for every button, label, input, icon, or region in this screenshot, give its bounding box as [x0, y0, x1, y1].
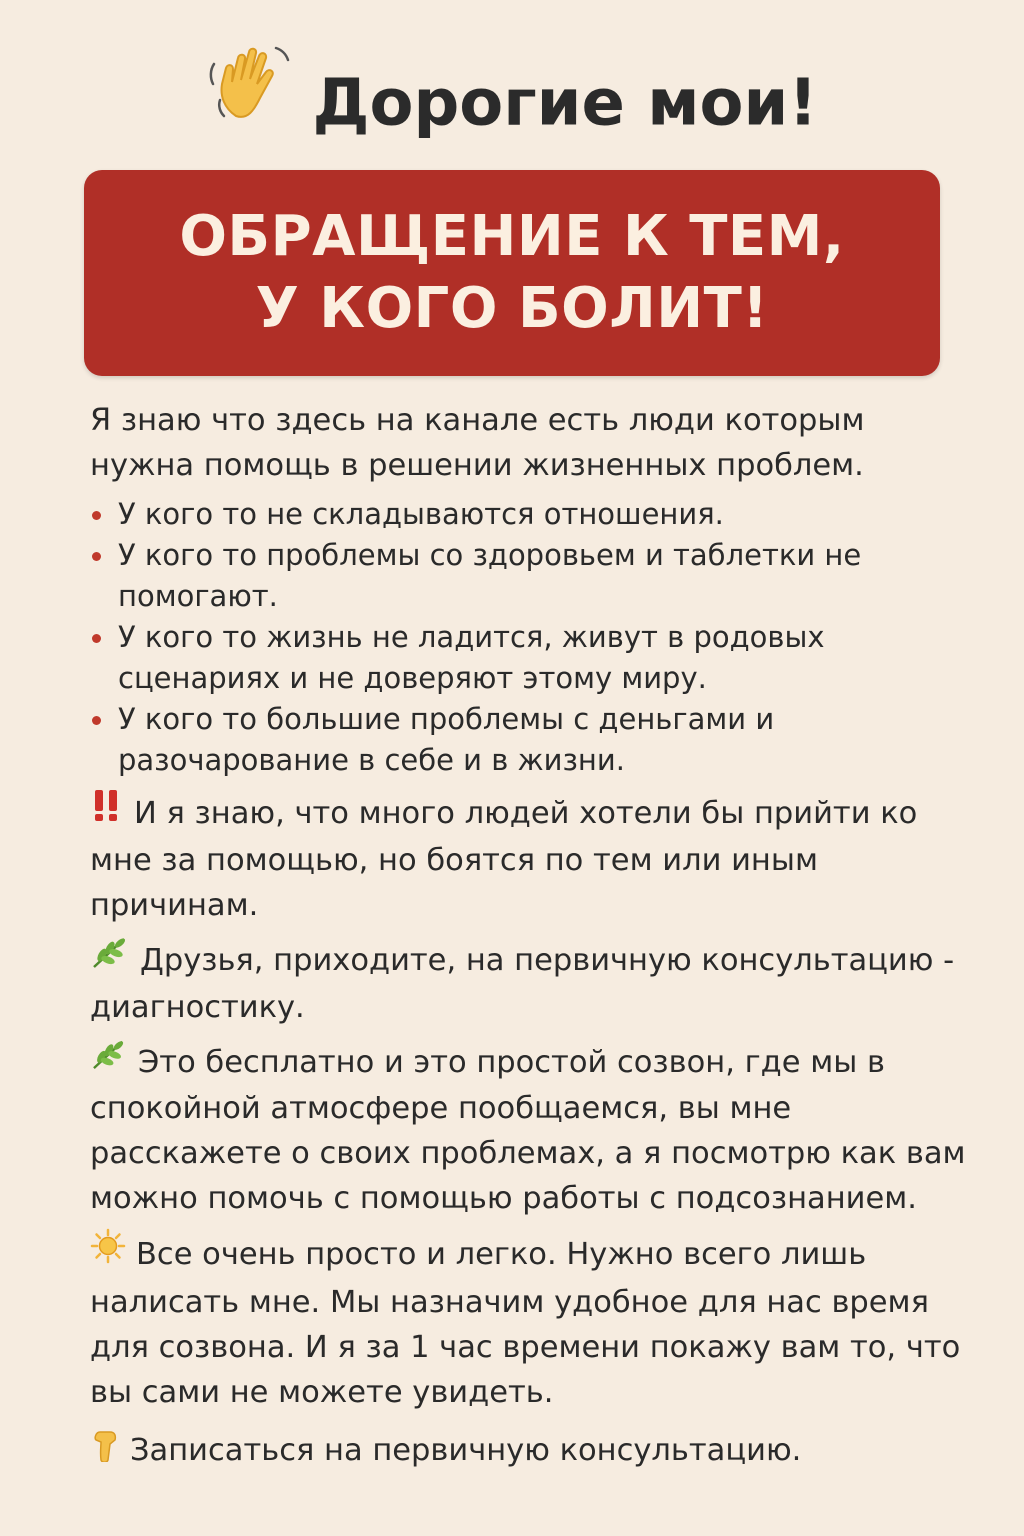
fear-paragraph: И я знаю, что много людей хотели бы прийти ко мне за помощью, но боятся по тем или иным причинам.: [90, 791, 970, 928]
headline-banner: [84, 170, 940, 376]
problem-list: [90, 494, 970, 781]
herb-icon: [90, 935, 130, 982]
simple-paragraph: Все очень просто и легко. Нужно всего лишь налисать мне. Мы назначим удобное для нас время для созвона. И я за 1 час времени покажу вам то, что вы сами не можете увидеть.: [90, 1231, 970, 1415]
invite-paragraph: Друзья, приходите, на первичную консультацию - диагностику.: [90, 938, 970, 1030]
list-item: У кого то проблемы со здоровьем и таблетки не помогают.: [90, 535, 970, 617]
waving-hand-icon: [206, 38, 298, 164]
greeting-text: Дорогие мои!: [312, 66, 818, 141]
banner-line-2: У КОГО БОЛИТ!: [255, 276, 769, 341]
greeting-heading: [0, 44, 1024, 170]
banner-line-1: ОБРАЩЕНИЕ К ТЕМ,: [179, 204, 845, 269]
bullet-dot-icon: [92, 634, 101, 643]
list-item: У кого то не складываются отношения.: [90, 494, 970, 535]
list-item: У кого то жизнь не ладится, живут в родовых сценариях и не доверяют этому миру.: [90, 617, 970, 699]
signup-paragraph: Записаться на первичную консультацию.: [90, 1425, 970, 1478]
message-body: [90, 398, 970, 1478]
free-call-paragraph: Это бесплатно и это простой созвон, где мы в спокойной атмосфере пообщаемся, вы мне расскажете о своих проблемах, а я посмотрю как вам можно помочь с помощью работы с подсознанием.: [90, 1040, 970, 1221]
intro-paragraph: Я знаю что здесь на канале есть люди которым нужна помощь в решении жизненных проблем.: [90, 403, 865, 483]
sun-icon: [90, 1228, 126, 1277]
herb-icon: [90, 1038, 128, 1083]
pointing-down-icon: [90, 1422, 120, 1475]
double-exclamation-icon: [90, 788, 124, 835]
bullet-dot-icon: [92, 511, 101, 520]
list-item: У кого то большие проблемы с деньгами и разочарование в себе и в жизни.: [90, 699, 970, 781]
bullet-dot-icon: [92, 552, 101, 561]
bullet-dot-icon: [92, 716, 101, 725]
